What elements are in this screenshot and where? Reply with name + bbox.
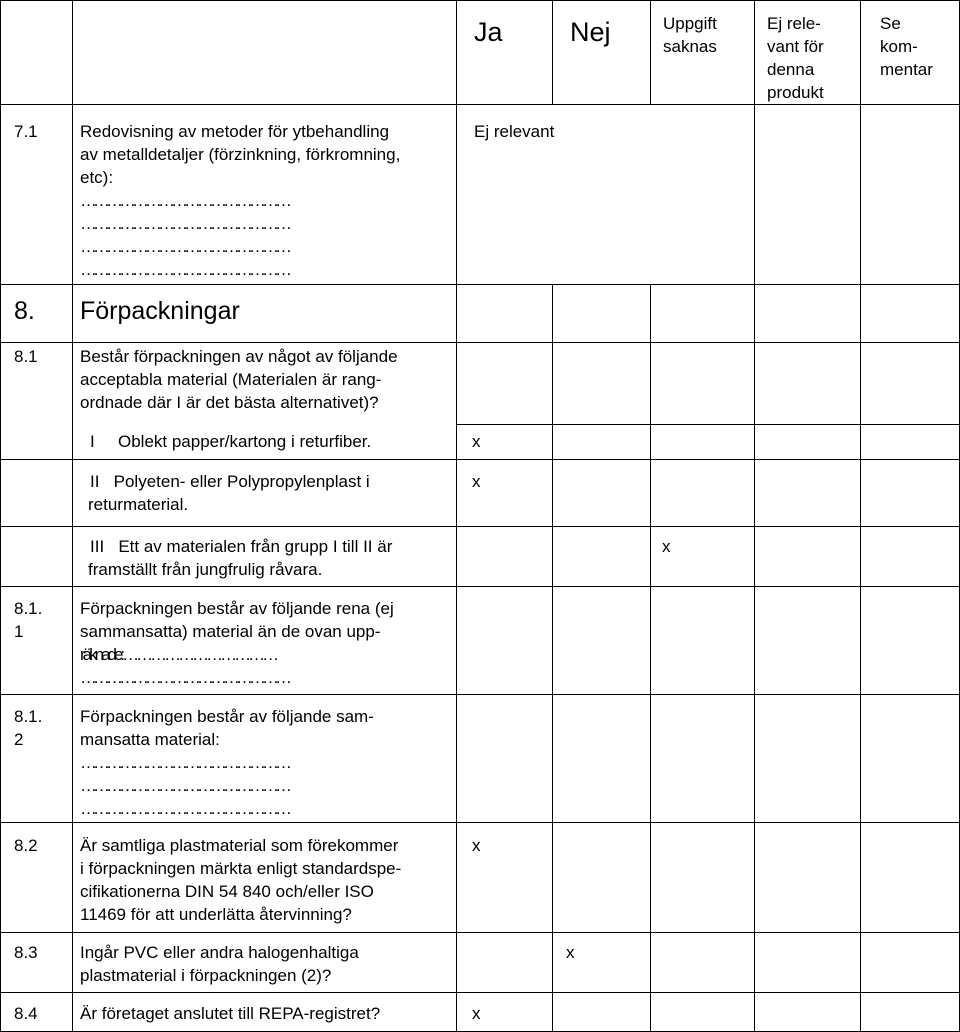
- row-I-text: Oblekt papper/kartong i returfiber.: [118, 432, 372, 451]
- section-8-number: 8.: [14, 297, 35, 325]
- row-8-3-number: 8.3: [14, 943, 38, 962]
- row-8-2-text: Är samtliga plastmaterial som förekommer i förpackningen märkta enligt standardspe- cifikationerna DIN 54 840 och/eller ISO 11469 för att underlätta återvinning?: [80, 836, 402, 924]
- header-ej-relevant: Ej rele- vant för denna produkt: [767, 14, 824, 102]
- row-8-1-2-number: 8.1. 2: [14, 707, 43, 749]
- row-8-4-number: 8.4: [14, 1004, 38, 1023]
- row-I-mark-ja: x: [472, 432, 481, 451]
- header-se-kommentar: Se kom- mentar: [880, 14, 933, 79]
- row-8-4-mark-ja: x: [472, 1004, 481, 1023]
- row-II-mark-ja: x: [472, 472, 481, 491]
- row-8-1-1-number: 8.1. 1: [14, 599, 43, 641]
- row-8-1-2-text: Förpackningen består av följande sam- mansatta material: ………………………………………… ………………………………………… …………………………………………: [80, 707, 374, 818]
- row-8-4-text: Är företaget anslutet till REPA-registret?: [80, 1004, 381, 1023]
- header-nej: Nej: [570, 17, 611, 47]
- row-8-1-1-text: Förpackningen består av följande rena (ej sammansatta) material än de ovan upp- räknade:…………………………… …………………………………………: [80, 599, 394, 687]
- row-8-3-text: Ingår PVC eller andra halogenhaltiga plastmaterial i förpackningen (2)?: [80, 943, 359, 985]
- header-ja: Ja: [474, 17, 503, 47]
- row-8-2-mark-ja: x: [472, 836, 481, 855]
- row-7-1-text: Redovisning av metoder för ytbehandling av metalldetaljer (förzinkning, förkromning, etc): ………………………………………… ………………………………………… ………………………………………… …………………………………………: [80, 122, 401, 279]
- row-II-text: II Polyeten- eller Polypropylenplast i returmaterial.: [88, 472, 370, 514]
- row-8-3-mark-nej: x: [566, 943, 575, 962]
- row-I-label: I: [90, 432, 95, 451]
- row-8-1-number: 8.1: [14, 347, 38, 366]
- row-8-1-text: Består förpackningen av något av följande acceptabla material (Materialen är rang- ordnade där I är det bästa alternativet)?: [80, 347, 398, 412]
- row-7-1-answer: Ej relevant: [474, 122, 555, 141]
- header-uppgift-saknas: Uppgift saknas: [663, 14, 717, 56]
- row-8-2-number: 8.2: [14, 836, 38, 855]
- section-8-title: Förpackningar: [80, 297, 240, 325]
- row-III-text: III Ett av materialen från grupp I till II är framställt från jungfrulig råvara.: [88, 537, 393, 579]
- row-7-1-number: 7.1: [14, 122, 38, 141]
- row-III-mark-uppgift-saknas: x: [662, 537, 671, 556]
